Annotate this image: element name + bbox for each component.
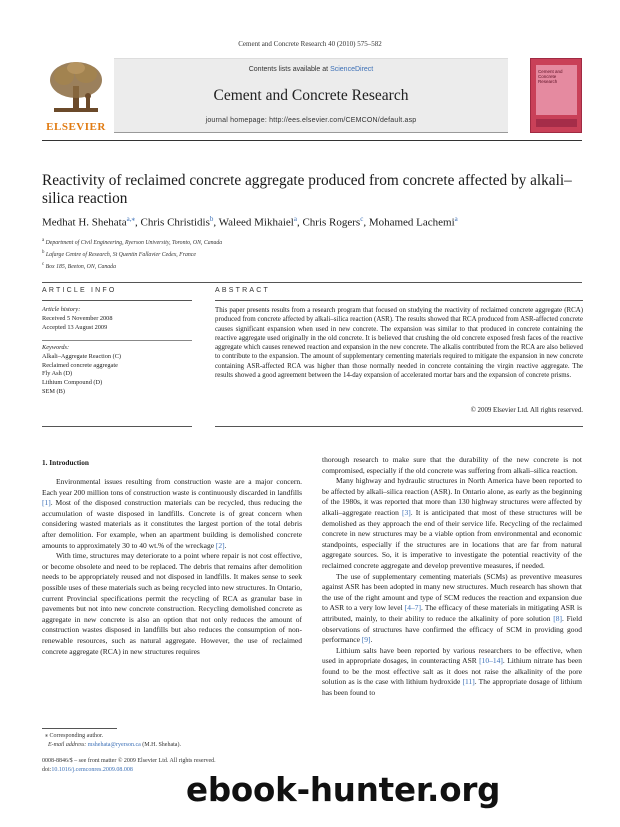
email-link[interactable]: mshehata@ryerson.ca: [87, 741, 141, 748]
citation-link[interactable]: [9]: [361, 635, 371, 645]
affiliation-mark: b: [42, 249, 45, 255]
paragraph-text: Lithium salts have been reported by various researchers to be effective, when used in appropriate dosages, in counteracting ASR: [322, 645, 582, 666]
section-rule: [42, 282, 582, 283]
info-divider: [42, 340, 192, 341]
paragraph-text: . Lithium nitrate has been found to be the most effective salt as it does not raise the alkalinity of the pore solution as is the case with lithium hydroxide: [322, 656, 582, 687]
author-affil-mark[interactable]: c: [360, 215, 364, 223]
affiliation-line: [42, 248, 582, 260]
journal-title: Cement and Concrete Research: [213, 87, 409, 104]
keywords-block: [42, 344, 192, 397]
journal-cover-thumbnail[interactable]: [530, 58, 582, 133]
affiliation-mark: c: [42, 261, 45, 267]
keyword[interactable]: SEM (B): [42, 387, 65, 395]
citation-link[interactable]: [2]: [215, 540, 225, 550]
citation-link[interactable]: [11]: [462, 677, 475, 687]
copyright-notice: © 2009 Elsevier Ltd. All rights reserved.: [470, 407, 583, 414]
footnote-rule: [42, 728, 117, 729]
article-info-bottom-rule: [42, 426, 192, 427]
affiliations: [42, 236, 582, 272]
citation-link[interactable]: [8]: [553, 613, 562, 623]
email-suffix: (M.H. Shehata).: [140, 741, 181, 748]
abstract-bottom-rule: [215, 426, 583, 427]
publisher-name: ELSEVIER: [46, 121, 106, 133]
journal-homepage[interactable]: journal homepage: http://ees.elsevier.com/CEMCON/default.asp: [205, 117, 417, 124]
article-title: Reactivity of reclaimed concrete aggregate produced from concrete affected by alkali–silica reaction: [42, 172, 572, 207]
footnote-mark: ⁎: [45, 733, 48, 739]
paragraph-text: . Most of the disposed construction materials can be recycled, thus reducing the accumulation of waste disposed in landfills. Concrete is of great concern when considering wasted materials as it constitutes the largest portion of the total debris after demolition. For example, when an apartment building is demolished concrete amounts to approximately 30 to 40 wt.% of the wreckage: [42, 498, 302, 550]
paragraph-text: . It is anticipated that most of these structures will be demolished as they approach the end of their service life. Recycling of the reclaimed concrete in new structures may be a viable option from environmental and economic standpoints, especially if the structures are in locations that are far from natural aggregate sources. So, it is imperative to investigate the potential reactivity of the reclaimed concrete aggregate and develop preventive measures, if needed.: [322, 507, 582, 570]
paragraph-text: Environmental issues resulting from construction waste are a major concern. Each year 200 million tons of construction waste is continuously discarded in landfills: [42, 477, 302, 497]
paragraph: [322, 572, 582, 646]
keyword[interactable]: Alkali–Aggregate Reaction (C): [42, 352, 122, 360]
paragraph: thorough research to make sure that the durability of the new concrete is not compromised, especially if the old concrete was suffering from alkali–silica reaction.: [322, 455, 582, 475]
citation-link[interactable]: [1]: [42, 498, 51, 508]
author-name[interactable]: Chris Christidis: [140, 216, 210, 229]
paragraph-text: . The efficacy of these materials in mitigating ASR is attributed, mainly, to their ability to reduce the alkalinity of pore solution: [322, 603, 582, 623]
body-column-right: [322, 455, 582, 699]
affiliation-mark: a: [42, 238, 45, 243]
affiliation-text: Department of Civil Engineering, Ryerson University, Toronto, ON, Canada: [45, 239, 223, 246]
keyword[interactable]: Fly Ash (D): [42, 370, 73, 378]
abstract-rule: [215, 300, 583, 301]
elsevier-tree-icon: [46, 60, 106, 116]
paragraph-text: .: [224, 540, 227, 550]
affiliation-line: [42, 236, 582, 248]
accepted-date: Accepted 13 August 2009: [42, 323, 108, 331]
keywords-label: Keywords:: [42, 344, 70, 351]
sciencedirect-link[interactable]: ScienceDirect: [330, 66, 374, 73]
paragraph: [322, 476, 582, 571]
cover-stripe: [536, 119, 577, 127]
author-affil-mark[interactable]: a: [293, 215, 297, 223]
elsevier-logo[interactable]: [42, 58, 110, 133]
affiliation-text: Box 185, Beeton, ON, Canada: [45, 263, 116, 270]
corresponding-author-note: [42, 732, 302, 741]
author-affil-mark[interactable]: a: [454, 215, 458, 223]
paragraph: [322, 646, 582, 699]
abstract-text: This paper presents results from a research program that focused on studying the reactivity of reclaimed concrete aggregate (RCA) produced from concrete affected by alkali–silica reaction (ASR). The results showed that RCA produced from ASR-affected concrete causes significant expansion when used in new concrete. The expansion was similar to that produced in concrete containing the reactive aggregate used originally in the old concrete. It is believed that crushing the old concrete exposed fresh faces of the reactive aggregate which causes renewed reaction and expansion in the new concrete. The alkalis contributed from the RCA are also believed to contribute to the expansion. The amount of supplementary cementing materials required to mitigate the expansion in new concrete containing ASR-affected RCA was higher than those normally needed in concrete containing the virgin reactive aggregate. The results showed a good agreement between the 14-day expansion of accelerated mortar bars and the expansion of concrete prisms.: [215, 307, 583, 380]
body-column-left: [42, 477, 302, 657]
author-name[interactable]: Mohamed Lachemi: [368, 216, 455, 229]
footnote: [42, 732, 302, 749]
author-name[interactable]: Waleed Mikhaiel: [218, 216, 294, 229]
email-label: E-mail address:: [48, 741, 88, 748]
doi-link[interactable]: 10.1016/j.cemconres.2009.08.008: [51, 766, 133, 773]
section-heading: 1. Introduction: [42, 458, 89, 467]
received-date: Received 5 November 2008: [42, 314, 113, 322]
watermark: ebook-hunter.org: [186, 771, 501, 809]
footnote-text: Corresponding author.: [48, 733, 104, 739]
contents-line: [114, 66, 508, 73]
email-note: [42, 741, 302, 750]
cover-title: Cement and Concrete Research: [538, 69, 563, 84]
author-name[interactable]: Medhat H. Shehata: [42, 216, 127, 229]
keyword[interactable]: Lithium Compound (D): [42, 379, 103, 387]
citation-link[interactable]: [10–14]: [479, 656, 503, 666]
paragraph: With time, structures may deteriorate to a point where repair is not cost effective, or become obsolete and need to be replaced. The debris that remains after demolition needs to be appropriately reused and not disposed in landfills. It makes sense to seek possible uses of these materials such as being recycled into new structures. In Ontario, current Provincial specifications permit the recycling of RCA as granular base in pavements but not into new concrete construction. Recycling demolished concrete as aggregate in new concrete is also an option that not only reduces the amount of construction wastes disposed in landfills but also reduces the consumption of non-renewable resources, such as natural aggregate. However, the use of reclaimed concrete aggregate (RCA) in new structures requires: [42, 551, 302, 656]
paragraph-text: Many highway and hydraulic structures in North America have been reported to be affected by alkali–silica reaction (ASR). In Ontario alone, as early as the beginning of the 1980s, it was reported that more than 130 highway structures were affected by alkali–aggregate reaction: [322, 476, 582, 517]
contents-prefix: Contents lists available at: [248, 66, 331, 73]
header-rule: [42, 140, 582, 141]
doi-prefix: doi:: [42, 766, 52, 773]
keyword[interactable]: Reclaimed concrete aggregate: [42, 361, 118, 369]
paragraph-text: . Field observations of structures have confirmed the efficacy of SCM in providing good performance: [322, 613, 582, 645]
author-list: Medhat H. Shehata$^{a,⁎}$, Chris Christidis$^b$, Waleed Mikhaiel$^a$, Chris Rogers$^c$, Mohamed Lachemi$^a$: [42, 215, 458, 229]
history-label: Article history:: [42, 306, 81, 313]
article-history: [42, 306, 192, 332]
author-affil-mark[interactable]: a,⁎: [126, 215, 135, 223]
affiliation-line: [42, 260, 582, 272]
abstract-heading: ABSTRACT: [215, 287, 270, 294]
masthead-banner: [114, 58, 508, 133]
paragraph-text: . The appropriate dosage of lithium has been found to: [322, 677, 583, 698]
citation-link[interactable]: [4–7]: [404, 603, 422, 613]
paragraph: [42, 477, 302, 551]
author-name[interactable]: Chris Rogers: [302, 216, 361, 229]
citation-link[interactable]: [3]: [402, 507, 411, 517]
paragraph-text: .: [370, 635, 373, 645]
journal-masthead: [42, 58, 582, 133]
article-info-heading: ARTICLE INFO: [42, 287, 117, 294]
journal-reference: Cement and Concrete Research 40 (2010) 575–582: [238, 40, 382, 48]
article-info-rule: [42, 300, 192, 301]
issn-line: 0008-8846/$ – see front matter © 2009 Elsevier Ltd. All rights reserved.: [42, 758, 216, 764]
paragraph-text: The use of supplementary cementing materials (SCMs) as preventive measures against ASR has been adopted in many new structures. Much research has shown that the use of the right amount and type of SCM reduces the reaction and expansion due to ASR to a very low level: [322, 571, 582, 613]
affiliation-text: Lafarge Centre of Research, St Quentin Fallavier Cedex, France: [45, 251, 196, 258]
author-affil-mark[interactable]: b: [209, 215, 214, 223]
